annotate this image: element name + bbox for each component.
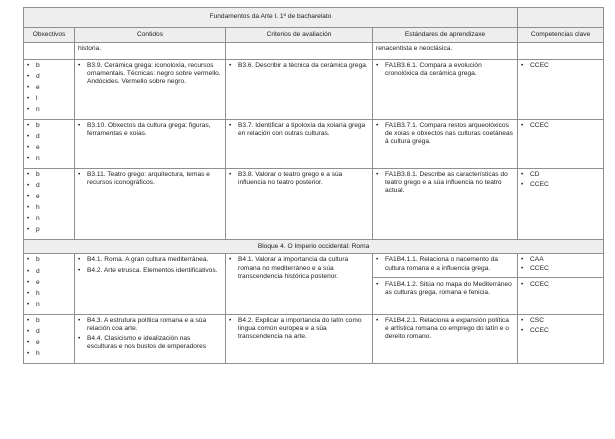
objective-text: e [36,193,40,201]
objective [27,339,71,347]
objective-text: h [36,349,40,357]
continuation-row [24,43,604,60]
criterion-item-text: B4.2. Explicar a importancia do latín como lingua común europea e a súa transcendencia na arte. [238,316,362,340]
col-header-criterios: Criterios de avaliación [226,28,373,43]
standard-item-text: FA1B4.1.2. Sitúa no mapa do Mediterráneo as culturas grega, romana e fenicia. [385,280,512,296]
bullet-marker: • [521,171,524,179]
competency-subrow [521,256,600,272]
bullet-marker: • [521,316,524,324]
objective [27,133,71,141]
bullet-marker: • [27,106,30,114]
col-header-obxectivos: Obxectivos [24,28,75,43]
col-header-contidos: Contidos [75,28,226,43]
bullet-marker: • [376,171,379,179]
objective-text: d [36,73,40,81]
competency-item [521,281,600,289]
objective [27,328,71,336]
objective-text: d [36,327,40,335]
bullet-marker: • [376,280,379,288]
content-item [78,256,222,264]
bullet-marker: • [27,215,30,223]
competency-item-text: CSC [530,316,544,324]
competency-item [521,265,600,273]
bullet-marker: • [376,256,379,264]
bullet-marker: • [521,256,524,264]
objective [27,268,71,276]
bullet-marker: • [521,280,524,288]
bullet-marker: • [27,62,30,69]
objectives-cell [24,254,75,314]
objective [27,301,71,309]
competency-subrow [518,277,603,297]
bullet-marker: • [229,316,232,324]
standard-item-text: FA1B4.1.1. Relaciona o nacemento da cultura romana e a influencia grega. [385,256,498,272]
competency-item-text: CCEC [530,280,549,288]
bullet-marker: • [78,256,81,264]
bullet-marker: • [27,316,30,324]
competencies-cell [518,120,604,169]
competency-item-text: CAA [530,256,544,264]
table-title-empty-cell [518,8,604,28]
criterion-item [229,317,369,341]
table-title: Fundamentos da Arte I. 1º de bacharelato [24,8,518,28]
content-item-text: B4.1. Roma. A gran cultura mediterránea. [87,256,209,264]
objective [27,256,71,264]
bullet-marker: • [27,349,30,357]
objective [27,171,71,179]
objective-text: l [36,95,38,103]
standard-subrow [376,256,514,272]
competencies-cell [518,60,604,120]
bullet-marker: • [27,133,30,141]
objective [27,62,71,70]
bullet-marker: • [27,300,30,308]
table-row [24,314,604,363]
bullet-marker: • [27,144,30,152]
standard-item-text: FA1B3.6.1. Compara a evolución cronolóxica da cerámica grega. [385,62,482,78]
content-item-text: B3.10. Obxectos da cultura grega: figuras, ferramentas e xoias. [87,122,211,138]
competencies-cell [518,169,604,240]
bullet-marker: • [27,226,30,234]
objective-text: h [36,289,40,297]
objective [27,73,71,81]
bullet-marker: • [521,264,524,272]
standards-cell [373,314,518,363]
bullet-marker: • [27,327,30,335]
objective-text: d [36,182,40,190]
bullet-marker: • [78,316,81,324]
competency-item [521,317,600,325]
bullet-marker: • [229,256,232,264]
competencies-cell [518,254,604,314]
standards-cell [373,60,518,120]
bullet-marker: • [78,334,81,342]
bullet-marker: • [229,122,232,130]
objective-text: d [36,267,40,275]
objective [27,317,71,325]
objectives-cell [24,120,75,169]
bullet-marker: • [521,326,524,334]
standard-item [376,256,514,272]
standards-cell [373,254,518,314]
bullet-marker: • [27,155,30,163]
objective [27,215,71,223]
objective [27,95,71,103]
objective [27,122,71,130]
objective [27,84,71,92]
table-row [24,120,604,169]
bullet-marker: • [376,62,379,69]
bullet-marker: • [376,122,379,130]
competency-item-text: CD [530,171,540,179]
block-4-title: Bloque 4. O Imperio occidental: Roma [24,240,604,254]
bullet-marker: • [27,338,30,346]
criteria-cell [226,254,373,314]
bullet-marker: • [27,278,30,286]
bullet-marker: • [78,171,81,179]
competency-item-text: CCEC [530,326,549,334]
objective [27,106,71,114]
contents-cell [75,254,226,314]
competency-item-text: CCEC [530,122,549,130]
bullet-marker: • [27,171,30,179]
contents-cell [75,60,226,120]
criterion-item-text: B3.8. Valorar o teatro grego e a súa influencia no teatro posterior. [238,171,343,187]
table-row [24,254,604,314]
objective-text: e [36,84,40,92]
competencies-cell [518,314,604,363]
standards-cell [373,169,518,240]
col-header-estandares: Estándares de aprendizaxe [373,28,518,43]
competency-item [521,122,600,130]
competency-item [521,327,600,335]
content-item-text: B3.11. Teatro grego: arquitectura, temas e recursos iconográficos. [87,171,210,187]
bullet-marker: • [78,266,81,274]
bullet-marker: • [27,267,30,275]
content-item-text: B4.2. Arte etrusca. Elementos identificativos. [87,266,218,274]
standard-item-text: FA1B4.2.1. Relaciona a expansión política e artística romana co emprego do latín e o dereito romano. [385,316,509,340]
objective-text: p [36,226,40,234]
competency-item-text: CCEC [530,264,549,272]
objective-text: b [36,171,40,179]
objective [27,155,71,163]
objective-text: h [36,204,40,212]
curriculum-table [23,7,604,364]
bullet-marker: • [229,62,232,69]
content-item [78,171,222,187]
objective [27,182,71,190]
standard-item-text: FA1B3.8.1. Describe as características do teatro grego e a súa influencia no teatro actual. [385,171,508,195]
content-item [78,122,222,138]
criterion-item [229,171,369,187]
objective [27,279,71,287]
bullet-marker: • [27,73,30,81]
criterion-item-text: B3.6. Describir a técnica da cerámica grega. [238,62,368,69]
criterion-item [229,122,369,138]
bullet-marker: • [78,122,81,130]
bullet-marker: • [27,182,30,190]
objective-text: e [36,144,40,152]
competency-item-text: CCEC [530,181,549,189]
competency-item-text: CCEC [530,62,549,69]
objective [27,204,71,212]
standard-item [376,171,514,195]
competency-item [521,181,600,189]
criteria-cell [226,60,373,120]
objective [27,290,71,298]
col-header-competencias: Competencias clave [518,28,604,43]
criterion-item-text: B4.1. Valorar a importancia da cultura romana no mediterráneo e a súa transcendencia histórica posterior. [238,256,349,280]
contents-cell [75,169,226,240]
standard-item [376,62,514,78]
objective-text: n [36,155,40,163]
criteria-cell [226,314,373,363]
bullet-marker: • [27,204,30,212]
standard-item-text: FA1B3.7.1. Compara restos arqueolóxicos de xoias e obxectos nas culturas coetáneas á cultura grega. [385,122,513,146]
competency-item [521,171,600,179]
criterion-item [229,256,369,280]
criterion-item-text: B3.7. Identificar a tipoloxía da xoiaría grega en relación con outras culturas. [238,122,366,138]
criterion-item [229,62,369,70]
competency-item [521,256,600,264]
bullet-marker: • [27,289,30,297]
objective-text: n [36,215,40,223]
objective-text: n [36,300,40,308]
competency-item [521,62,600,70]
continuation-estandares: renacentista e neoclásica. [373,43,518,60]
objective-text: b [36,316,40,324]
bullet-marker: • [27,95,30,103]
objectives-cell [24,169,75,240]
objectives-cell [24,314,75,363]
bullet-marker: • [521,122,524,130]
objective [27,226,71,234]
bullet-marker: • [78,62,81,69]
criteria-cell [226,120,373,169]
objective [27,350,71,358]
table-row [24,60,604,120]
bullet-marker: • [521,181,524,189]
content-item-text: B4.4. Clasicismo e idealización nas esculturas e nos bustos de emperadores [87,334,207,350]
standard-item [376,281,514,297]
objective-text: b [36,256,40,264]
bullet-marker: • [229,171,232,179]
bullet-marker: • [27,193,30,201]
content-item [78,62,222,86]
standard-item [376,122,514,146]
contents-cell [75,314,226,363]
bullet-marker: • [27,84,30,92]
bullet-marker: • [27,122,30,130]
bullet-marker: • [27,256,30,264]
content-item [78,317,222,333]
objective-text: n [36,106,40,114]
table-row [24,169,604,240]
content-item-text: B3.9. Cerámica grega: iconoloxía, recursos ornamentais. Técnicas: negro sobre vermello. Andócides. Vermello sobre negro. [87,62,221,86]
objective [27,144,71,152]
continuation-contidos: historia. [75,43,226,60]
objective-text: b [36,62,40,69]
content-item [78,267,222,275]
objective-text: b [36,122,40,130]
objectives-cell [24,60,75,120]
objective-text: e [36,338,40,346]
contents-cell [75,120,226,169]
content-item [78,335,222,351]
objective-text: d [36,133,40,141]
criteria-cell [226,169,373,240]
bullet-marker: • [521,62,524,69]
standard-item [376,317,514,341]
standards-cell [373,120,518,169]
objective-text: e [36,278,40,286]
objective [27,193,71,201]
content-item-text: B4.3. A estrutura política romana e a súa relación coa arte. [87,316,207,332]
standard-subrow [373,277,517,297]
bullet-marker: • [376,316,379,324]
